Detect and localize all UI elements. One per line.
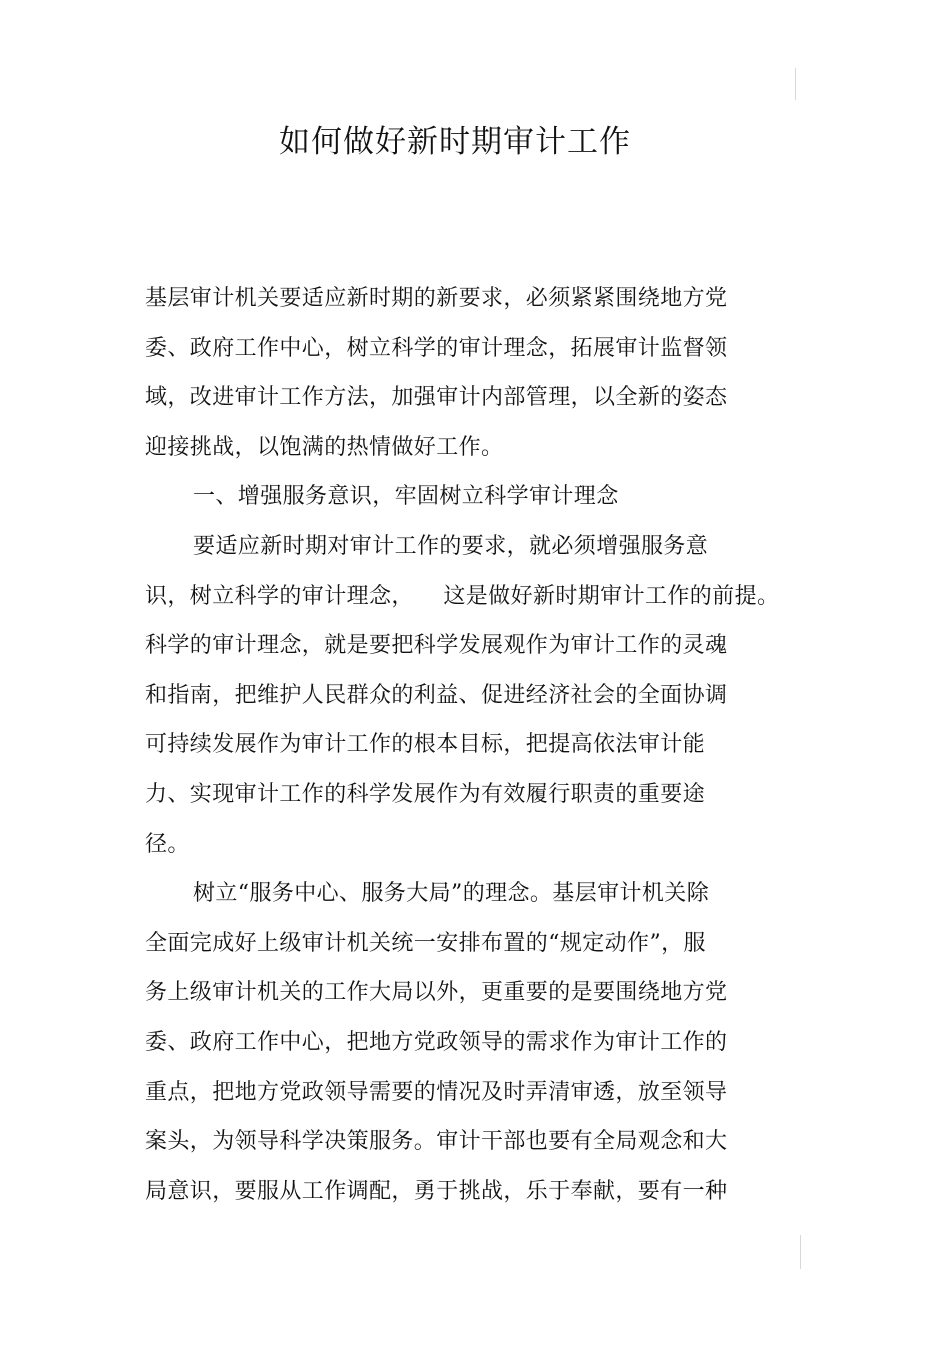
paragraph-line: 委、政府工作中心，树立科学的审计理念，拓展审计监督领 (145, 335, 728, 361)
paragraph-line: 基层审计机关要适应新时期的新要求，必须紧紧围绕地方党 (145, 286, 728, 311)
document-title: 如何做好新时期审计工作 (279, 124, 631, 160)
paragraph-line: 和指南，把维护人民群众的利益、促进经济社会的全面协调 (145, 682, 728, 708)
paragraph-line: 可持续发展作为审计工作的根本目标，把提高依法审计能 (145, 732, 706, 758)
page-corner-mark-bottom (800, 1235, 801, 1269)
paragraph-line: 局意识，要服从工作调配，勇于挑战，乐于奉献，要有一种 (145, 1178, 728, 1204)
paragraph-line: 识，树立科学的审计理念， 这是做好新时期审计工作的前提。 (145, 583, 780, 609)
paragraph-line: 全面完成好上级审计机关统一安排布置的“规定动作”，服 (145, 930, 706, 956)
paragraph-line: 树立“服务中心、服务大局”的理念。基层审计机关除 (193, 881, 710, 907)
paragraph-line: 务上级审计机关的工作大局以外，更重要的是要围绕地方党 (145, 980, 728, 1006)
paragraph-line: 委、政府工作中心，把地方党政领导的需求作为审计工作的 (145, 1029, 728, 1055)
page-corner-mark-top (795, 68, 796, 100)
paragraph-line: 域，改进审计工作方法，加强审计内部管理，以全新的姿态 (145, 385, 728, 411)
section-heading: 一、增强服务意识，牢固树立科学审计理念 (193, 484, 619, 510)
paragraph-line: 重点，把地方党政领导需要的情况及时弄清审透，放至领导 (145, 1079, 728, 1105)
paragraph-line: 要适应新时期对审计工作的要求，就必须增强服务意 (193, 533, 709, 559)
paragraph-line: 迎接挑战，以饱满的热情做好工作。 (145, 434, 504, 460)
paragraph-line: 科学的审计理念，就是要把科学发展观作为审计工作的灵魂 (145, 633, 728, 659)
paragraph-line: 径。 (145, 831, 190, 857)
paragraph-line: 案头，为领导科学决策服务。审计干部也要有全局观念和大 (145, 1129, 728, 1155)
paragraph-line: 力、实现审计工作的科学发展作为有效履行职责的重要途 (145, 781, 706, 807)
document-body (145, 274, 785, 1216)
